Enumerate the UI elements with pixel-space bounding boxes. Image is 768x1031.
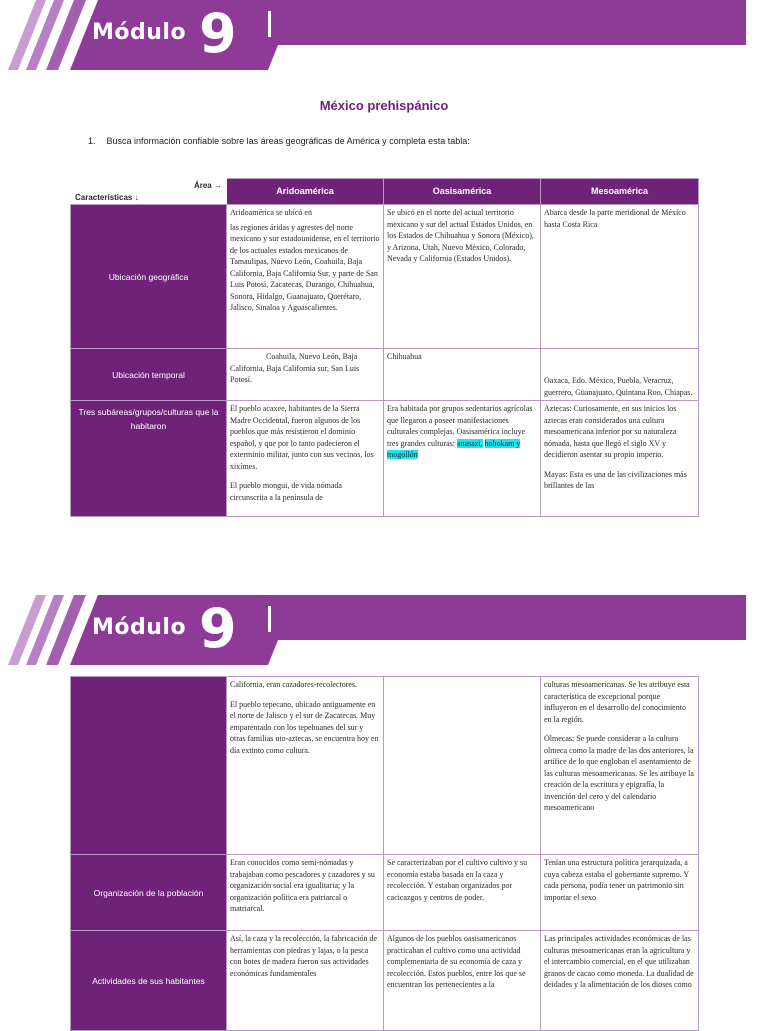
module-label: Módulo — [92, 20, 187, 45]
areas-table-part-1 — [70, 178, 699, 517]
cell-text: Aridoamérica se ubicó en — [230, 208, 312, 217]
cell-mesoamerica: Abarca desde la parte meridional de México hasta Costa Rica — [541, 205, 699, 349]
cell-text: El pueblo mongui, de vida nómada circunscrita a la península de — [230, 481, 342, 502]
module-number: 9 — [199, 597, 237, 660]
column-header-oasisamerica: Oasisamérica — [384, 179, 541, 205]
cell-oasisamerica: Se ubicó en el norte del actual territorio mexicano y sur del actual Estados Unidos, en los Estados de Chihuahua y Sonora (México), y Arizona, Utah, Nuevo México, Colorado, Nevada y California (Estados Unidos). — [384, 205, 541, 349]
cell-aridoamerica: Así, la caza y la recolección, la fabricación de herramientas con piedras y lajas, o la pesca con botes de madera fueron sus actividades económicas fundamentales — [227, 931, 384, 1031]
cell-oasisamerica: Era habitada por grupos sedentarios agrícolas que llegaron a poseer manifestaciones culturales complejas. Oasisamérica incluye tres grandes culturas: anasazi, hohokam y mogollón — [384, 401, 541, 517]
row-label-empty — [71, 677, 227, 855]
cell-oasisamerica: Algunos de los pueblos oasisamericanos practicaban el cultivo como una actividad complementaria de su economía de caza y recolección. Estos pueblos, entre los que se encuentran los pertenecientes a la — [384, 931, 541, 1031]
cell-mesoamerica — [541, 677, 699, 855]
header-divider — [268, 606, 271, 632]
table-row — [71, 205, 699, 349]
cell-oasisamerica: Se caracterizaban por el cultivo cultivo y su economía estaba basada en la caza y recolección. Y estaban organizados por cacicazgos y centros de poder. — [384, 855, 541, 931]
corner-features: Características ↓ — [75, 192, 139, 202]
cell-aridoamerica — [227, 401, 384, 517]
table-row — [71, 677, 699, 855]
cell-text: Aztecas: Curiosamente, en sus inicios los aztecas eran considerados una cultura mesoamericana inferior por su naturaleza nómada, hasta que llegó el siglo XV y decidieron asentar su propio imperio. — [544, 404, 677, 459]
arrow-right-icon: → — [214, 181, 222, 190]
row-label: Ubicación geográfica — [71, 205, 227, 349]
cell-mesoamerica: Oaxaca, Edo. México, Puebla, Veracruz, guerrero, Guanajuato, Quintana Roo, Chiapas. — [541, 349, 699, 401]
column-header-mesoamerica: Mesoamérica — [541, 179, 699, 205]
instruction-number: 1. — [88, 136, 96, 146]
page-title: México prehispánico — [319, 98, 449, 113]
highlight-anasazi: anasazi — [456, 438, 481, 448]
cell-text: El pueblo acaxee, habitantes de la Sierra Madre Occidental, fueron algunos de los pueblos que más resistieron el dominio español, y que por lo tanto padecieron el exterminio militar, junto con sus vecinos, los xixímes. — [230, 404, 374, 471]
cell-text: culturas mesoamericanas. Se les atribuye esta característica de excepcional porque influyeron en el desarrollo del conocimiento en la región. — [544, 680, 690, 724]
row-label: Ubicación temporal — [71, 349, 227, 401]
arrow-down-icon: ↓ — [134, 192, 139, 202]
cell-aridoamerica — [227, 205, 384, 349]
cell-aridoamerica: Eran conocidos como semi-nómadas y trabajaban como pescadores y cazadores y su organización social era igualitaria; y la organización política era patriarcal o matriarcal. — [227, 855, 384, 931]
cell-aridoamerica — [227, 677, 384, 855]
module-number: 9 — [199, 2, 237, 65]
column-header-aridoamerica: Aridoamérica — [227, 179, 384, 205]
cell-aridoamerica: Coahuila, Nuevo León, Baja California, Baja California sur, San Luis Potosí. — [227, 349, 384, 401]
module-header-band — [0, 0, 768, 72]
cell-mesoamerica: Las principales actividades económicas de las culturas mesoamericanas eran la agricultura y el intercambio comercial, en el que utilizaban granos de cacao como moneda. La dualidad de deidades y la alimentación de los dioses como — [541, 931, 699, 1031]
highlight-hohokam: hohokam y mogollón — [387, 438, 521, 459]
row-label: Tres subáreas/grupos/culturas que la habitaron — [71, 401, 227, 517]
cell-mesoamerica — [541, 401, 699, 517]
table-row — [71, 401, 699, 517]
cell-text: El pueblo tepecano, ubicado antiguamente en el norte de Jalisco y el sur de Zacatecas. Muy emparentado con los tepehuanes del sur y otras familias uto-aztecas, se encuentra hoy en día extinto como cultura. — [230, 699, 379, 755]
table-corner — [71, 179, 227, 205]
corner-area: Área → — [193, 181, 222, 190]
table-row — [71, 855, 699, 931]
cell-text: las regiones áridas y agrestes del norte mexicano y sur estadounidense, en el territorio de los actuales estados mexicanos de Tamaulipas, Nuevo León, Coahuila, Baja California, Baja California Sur, y parte de San Luis Potosí, Zacatecas, Durango, Chihuahua, Sonora, Hidalgo, Guanajuato, Querétaro, Jalisco, Sinaloa y Aguascalientes. — [230, 222, 380, 312]
module-label: Módulo — [92, 615, 187, 640]
cell-text: California, eran cazadores-recolectores. — [230, 680, 358, 689]
table-row — [71, 349, 699, 401]
cell-text: Olmecas: Se puede considerar a la cultura olmeca como la madre de las dos anteriores, la artífice de lo que engloban el asentamiento de las culturas mesoamericanas. Se les atribuye la creación de la escritura y epigrafía, la invención del cero y del calendario mesoamericano — [544, 734, 694, 812]
areas-table-part-2 — [70, 676, 699, 1031]
cell-text: Mayas: Esta es una de las civilizaciones más brillantes de las — [544, 469, 687, 490]
module-header-band — [0, 595, 768, 667]
instruction-text: Busca información confiable sobre las áreas geográficas de América y completa esta tabla: — [106, 136, 470, 146]
header-divider — [268, 11, 271, 37]
row-label: Actividades de sus habitantes — [71, 931, 227, 1031]
table-row — [71, 931, 699, 1031]
row-label: Organización de la población — [71, 855, 227, 931]
cell-mesoamerica: Tenían una estructura política jerarquizada, a cuya cabeza estaba el gobernante supremo. Y cada persona, podía tener un patrimonio sin importar el sexo — [541, 855, 699, 931]
cell-oasisamerica: Chihuahua — [384, 349, 541, 401]
instruction — [88, 136, 470, 146]
cell-oasisamerica — [384, 677, 541, 855]
